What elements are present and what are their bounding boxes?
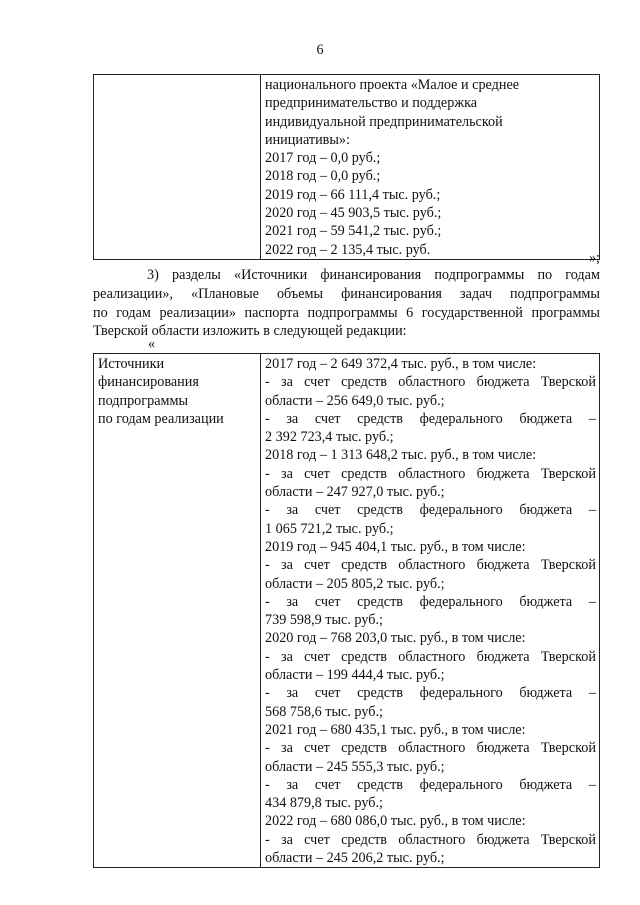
text-line: - за счет средств федерального бюджета – bbox=[265, 410, 596, 427]
text-line: - за счет средств областного бюджета Тверской bbox=[265, 465, 596, 482]
top-table-left-cell bbox=[94, 75, 261, 260]
text-line: - за счет средств областного бюджета Тверской bbox=[265, 557, 596, 574]
text-line: 434 879,8 тыс. руб.; bbox=[265, 795, 383, 812]
text-line: - за счет средств федерального бюджета – bbox=[265, 502, 596, 519]
financing-label bbox=[94, 354, 260, 428]
label-line: по годам реализации bbox=[98, 410, 224, 427]
text-line: 568 758,6 тыс. руб.; bbox=[265, 703, 383, 720]
text-line: предпринимательство и поддержка bbox=[265, 95, 478, 112]
text-line: - за счет средств областного бюджета Тверской bbox=[265, 374, 596, 391]
text-line: области – 256 649,0 тыс. руб.; bbox=[265, 392, 445, 409]
text-line: 2021 год – 680 435,1 тыс. руб., в том числе: bbox=[265, 721, 526, 738]
financing-values bbox=[261, 354, 599, 867]
text-line: 2021 год – 59 541,2 тыс. руб.; bbox=[265, 223, 442, 240]
text-line: - за счет средств федерального бюджета – bbox=[265, 685, 596, 702]
text-line: - за счет средств федерального бюджета – bbox=[265, 593, 596, 610]
text-line: 2019 год – 945 404,1 тыс. руб., в том числе: bbox=[265, 538, 526, 555]
page-number: 6 bbox=[316, 42, 324, 58]
text-line: 2020 год – 768 203,0 тыс. руб., в том числе: bbox=[265, 630, 526, 647]
financing-table bbox=[93, 353, 600, 868]
paragraph-line: по годам реализации» паспорта подпрограммы 6 государственной программы bbox=[93, 304, 600, 321]
opening-quote: « bbox=[148, 336, 156, 352]
text-line: области – 199 444,4 тыс. руб.; bbox=[265, 667, 445, 684]
closing-quote: »; bbox=[588, 250, 600, 266]
text-line: 2019 год – 66 111,4 тыс. руб.; bbox=[265, 186, 441, 203]
text-line: 1 065 721,2 тыс. руб.; bbox=[265, 520, 394, 537]
text-line: 2020 год – 45 903,5 тыс. руб.; bbox=[265, 205, 442, 222]
label-line: подпрограммы bbox=[98, 392, 188, 409]
text-line: 2018 год – 1 313 648,2 тыс. руб., в том числе: bbox=[265, 447, 537, 464]
text-line: 2022 год – 680 086,0 тыс. руб., в том числе: bbox=[265, 813, 526, 830]
text-line: - за счет средств областного бюджета Тверской bbox=[265, 740, 596, 757]
text-line: индивидуальной предпринимательской bbox=[265, 113, 503, 130]
text-line: 2017 год – 2 649 372,4 тыс. руб., в том числе: bbox=[265, 356, 537, 372]
top-table-right-cell bbox=[261, 75, 600, 260]
label-line: Источники bbox=[98, 356, 165, 372]
text-line: 739 598,9 тыс. руб.; bbox=[265, 612, 383, 629]
text-line: области – 245 555,3 тыс. руб.; bbox=[265, 758, 445, 775]
paragraph-line: 3) разделы «Источники финансирования подпрограммы по годам bbox=[147, 267, 600, 283]
paragraph bbox=[93, 266, 600, 341]
text-line: инициативы»: bbox=[265, 131, 350, 148]
paragraph-line: реализации», «Плановые объемы финансирования задач подпрограммы bbox=[93, 285, 600, 302]
label-line: финансирования bbox=[98, 374, 199, 391]
text-line: области – 245 206,2 тыс. руб.; bbox=[265, 850, 445, 867]
text-line: области – 205 805,2 тыс. руб.; bbox=[265, 575, 445, 592]
text-line: - за счет средств областного бюджета Тверской bbox=[265, 648, 596, 665]
paragraph-line: Тверской области изложить в следующей редакции: bbox=[93, 323, 407, 340]
top-table-text bbox=[261, 75, 599, 259]
top-table bbox=[93, 74, 600, 260]
text-line: национального проекта «Малое и среднее bbox=[265, 77, 520, 93]
financing-values-cell bbox=[261, 354, 600, 868]
text-line: 2 392 723,4 тыс. руб.; bbox=[265, 429, 394, 446]
text-line: 2022 год – 2 135,4 тыс. руб. bbox=[265, 241, 431, 258]
text-line: - за счет средств федерального бюджета – bbox=[265, 776, 596, 793]
financing-label-cell bbox=[94, 354, 261, 868]
text-line: области – 247 927,0 тыс. руб.; bbox=[265, 484, 445, 501]
text-line: - за счет средств областного бюджета Тверской bbox=[265, 831, 596, 848]
text-line: 2018 год – 0,0 руб.; bbox=[265, 168, 381, 185]
text-line: 2017 год – 0,0 руб.; bbox=[265, 150, 381, 167]
